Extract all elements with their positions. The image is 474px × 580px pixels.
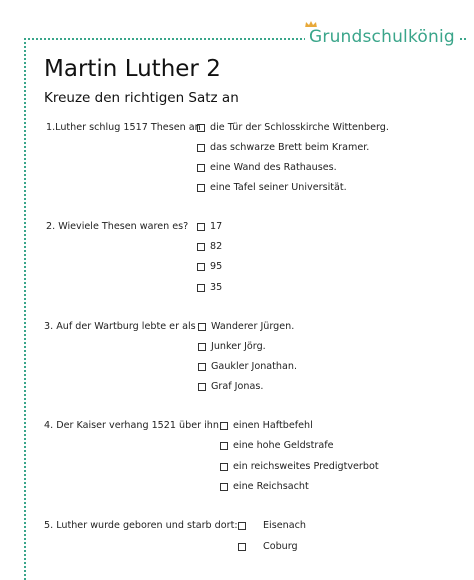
- checkbox[interactable]: [197, 184, 205, 192]
- q3-option-3[interactable]: [198, 361, 297, 372]
- option-label: Junker Jörg.: [211, 341, 266, 352]
- q1-option-1[interactable]: [197, 122, 389, 133]
- checkbox[interactable]: [220, 483, 228, 491]
- q2-option-1[interactable]: [197, 221, 222, 232]
- dotted-frame: [24, 38, 466, 580]
- checkbox[interactable]: [197, 223, 205, 231]
- option-label: Coburg: [263, 541, 298, 552]
- q3-option-2[interactable]: [198, 341, 266, 352]
- q1-option-3[interactable]: [197, 162, 337, 173]
- checkbox[interactable]: [220, 422, 228, 430]
- checkbox[interactable]: [198, 383, 206, 391]
- q3-option-1[interactable]: [198, 321, 294, 332]
- checkbox[interactable]: [220, 463, 228, 471]
- q2-option-4[interactable]: [197, 282, 222, 293]
- q4-option-2[interactable]: [220, 440, 334, 451]
- option-label: eine Tafel seiner Universität.: [210, 182, 347, 193]
- q5-option-2[interactable]: [238, 541, 298, 552]
- checkbox[interactable]: [198, 343, 206, 351]
- checkbox[interactable]: [238, 522, 246, 530]
- logo-text: Grundschulkönig: [305, 27, 459, 49]
- option-label: eine hohe Geldstrafe: [233, 440, 334, 451]
- q5-option-1[interactable]: [238, 520, 306, 531]
- option-label: Eisenach: [263, 520, 306, 531]
- option-label: 35: [210, 282, 223, 293]
- option-label: das schwarze Brett beim Kramer.: [210, 142, 370, 153]
- q4-option-4[interactable]: [220, 481, 309, 492]
- option-label: einen Haftbefehl: [233, 420, 313, 431]
- checkbox[interactable]: [197, 263, 205, 271]
- instruction-subtitle: Kreuze den richtigen Satz an: [44, 90, 239, 106]
- q3-option-4[interactable]: [198, 381, 263, 392]
- checkbox[interactable]: [197, 124, 205, 132]
- option-label: Gaukler Jonathan.: [211, 361, 298, 372]
- question-3: 3. Auf der Wartburg lebte er als: [44, 321, 196, 332]
- option-label: eine Reichsacht: [233, 481, 309, 492]
- option-label: 82: [210, 241, 223, 252]
- checkbox[interactable]: [197, 243, 205, 251]
- option-label: eine Wand des Rathauses.: [210, 162, 337, 173]
- q4-option-1[interactable]: [220, 420, 313, 431]
- option-label: Graf Jonas.: [211, 381, 264, 392]
- question-2: 2. Wieviele Thesen waren es?: [46, 221, 189, 232]
- q1-option-4[interactable]: [197, 182, 347, 193]
- checkbox[interactable]: [197, 144, 205, 152]
- checkbox[interactable]: [198, 363, 206, 371]
- q4-option-3[interactable]: [220, 461, 379, 472]
- option-label: Wanderer Jürgen.: [211, 321, 295, 332]
- page-title: Martin Luther 2: [44, 56, 221, 82]
- question-4: 4. Der Kaiser verhang 1521 über ihn:: [44, 420, 223, 431]
- question-5: 5. Luther wurde geboren und starb dort:: [44, 520, 238, 531]
- checkbox[interactable]: [238, 543, 246, 551]
- option-label: die Tür der Schlosskirche Wittenberg.: [210, 122, 389, 133]
- option-label: 95: [210, 261, 223, 272]
- option-label: ein reichsweites Predigtverbot: [233, 461, 379, 472]
- q2-option-3[interactable]: [197, 261, 222, 272]
- checkbox[interactable]: [198, 323, 206, 331]
- question-1: 1.Luther schlug 1517 Thesen an: [46, 122, 201, 133]
- q1-option-2[interactable]: [197, 142, 369, 153]
- q2-option-2[interactable]: [197, 241, 222, 252]
- checkbox[interactable]: [220, 442, 228, 450]
- checkbox[interactable]: [197, 284, 205, 292]
- checkbox[interactable]: [197, 164, 205, 172]
- option-label: 17: [210, 221, 223, 232]
